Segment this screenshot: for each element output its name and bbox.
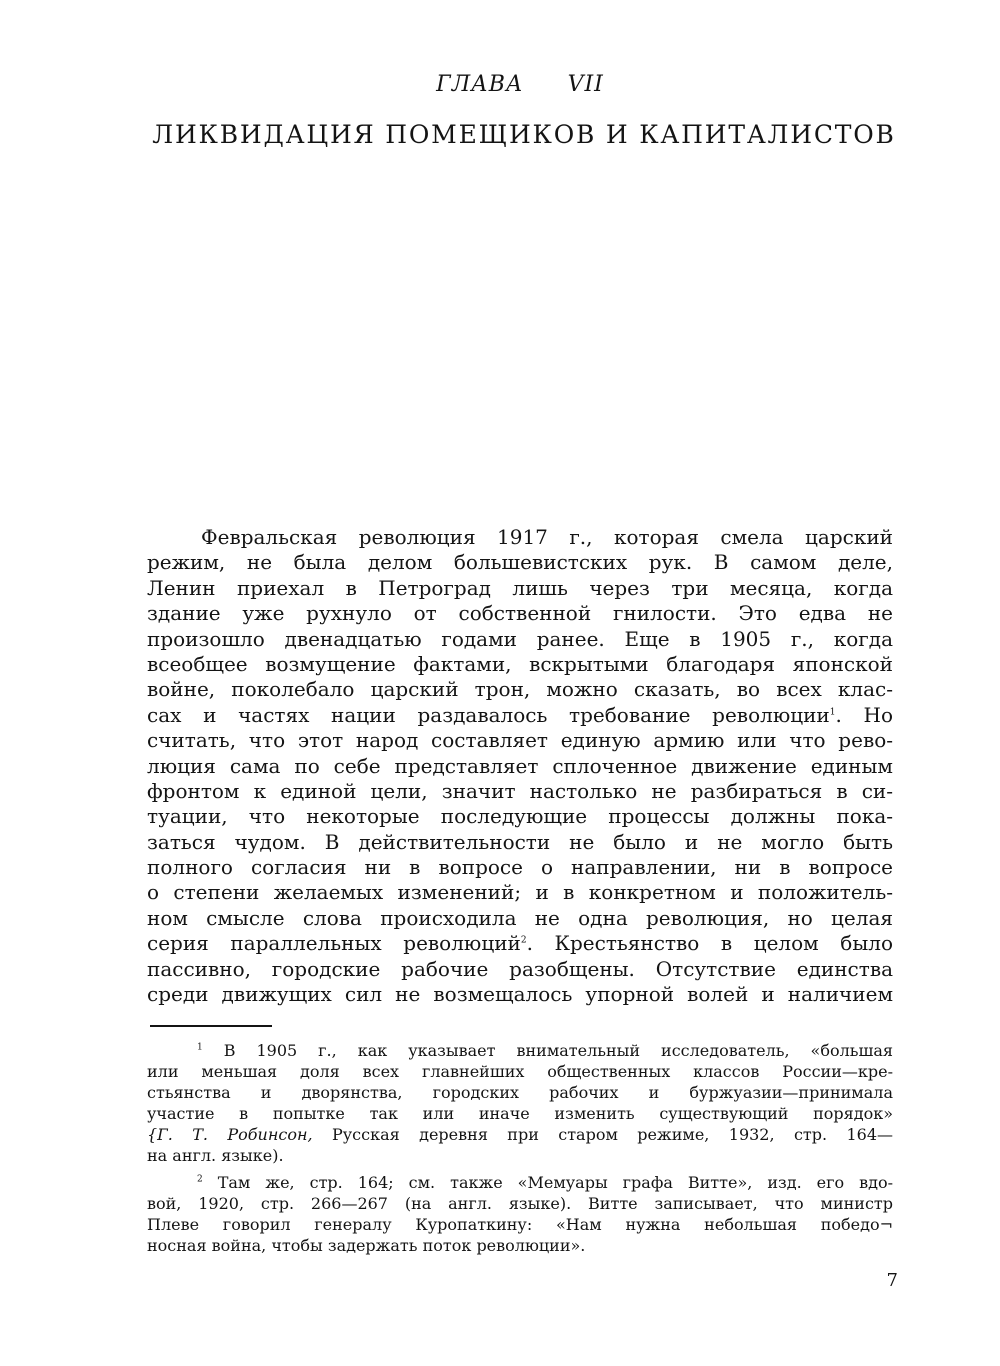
body-line: заться чудом. В действительности не было и не могло быть — [147, 829, 893, 854]
body-line: считать, что этот народ составляет единую армию или что рево- — [147, 728, 893, 753]
footnotes — [147, 1040, 893, 1256]
footnote-1-text: В 1905 г., как указывает внимательный исследователь, «большая — [223, 1041, 893, 1060]
body-text — [147, 525, 893, 1007]
footnote-ref-2: 2 — [520, 935, 527, 946]
body-line-with-footnote-1 — [147, 703, 893, 728]
body-line: здание уже рухнуло от собственной гнилости. Это едва не — [147, 601, 893, 626]
footnote-1-source: Русская деревня при старом режиме, 1932, стр. 164— — [332, 1125, 894, 1144]
footnote-2-line: носная война, чтобы задержать поток революции». — [147, 1236, 586, 1255]
body-line: среди движущих сил не возмещалось упорной волей и наличием — [147, 982, 893, 1007]
body-line: о степени желаемых изменений; и в конкретном и положитель- — [147, 880, 893, 905]
body-line-text: серия параллельных революций — [147, 931, 521, 956]
footnote-1-line: или меньшая доля всех главнейших общественных классов России—кре- — [147, 1062, 893, 1081]
body-line: фронтом к единой цели, значит настолько не разбираться в си- — [147, 778, 893, 803]
body-line: войне, поколебало царский трон, можно сказать, во всех клас- — [147, 677, 893, 702]
footnote-2-marker: 2 — [197, 1174, 203, 1185]
footnote-1-marker: 1 — [197, 1042, 203, 1053]
body-line: Февральская революция 1917 г., которая смела царский — [201, 525, 893, 549]
footnote-2-line — [147, 1172, 893, 1193]
body-line: пассивно, городские рабочие разобщены. Отсутствие единства — [147, 956, 893, 981]
body-line: Ленин приехал в Петроград лишь через три месяца, когда — [147, 575, 893, 600]
footnote-1-line: стьянства и дворянства, городских рабочих и буржуазии—принимала — [147, 1083, 893, 1102]
footnote-1-line: на англ. языке). — [147, 1146, 284, 1165]
footnote-2-line: вой, 1920, стр. 266—267 (на англ. языке). Витте записывает, что министр — [147, 1194, 893, 1213]
body-line: всеобщее возмущение фактами, вскрытыми благодаря японской — [147, 651, 893, 676]
chapter-title: ЛИКВИДАЦИЯ ПОМЕЩИКОВ И КАПИТАЛИСТОВ — [152, 120, 896, 149]
body-line-with-footnote-2 — [147, 931, 893, 956]
footnote-ref-1: 1 — [829, 707, 836, 718]
body-line-tail: . Крестьянство в целом было — [526, 931, 893, 956]
body-line: режим, не была делом большевистских рук. В самом деле, — [147, 550, 893, 575]
footnote-2-text: Там же, стр. 164; см. также «Мемуары графа Витте», изд. его вдо- — [217, 1173, 893, 1192]
footnote-1-line — [147, 1040, 893, 1061]
chapter-label: ГЛАВА VII — [436, 72, 604, 97]
footnote-separator — [150, 1025, 272, 1027]
body-line: полного согласия ни в вопросе о направлении, ни в вопросе — [147, 855, 893, 880]
body-line-text: сах и частях нации раздавалось требование революции — [147, 702, 830, 727]
footnote-2-line: Плеве говорил генералу Куропаткину: «Нам нужна небольшая победо¬ — [147, 1215, 893, 1234]
footnote-1-author: {Г. Т. Робинсон, — [147, 1125, 313, 1144]
page-number: 7 — [886, 1270, 898, 1291]
body-line: туации, что некоторые последующие процессы должны пока- — [147, 804, 893, 829]
body-line-tail: . Но — [835, 702, 893, 727]
body-line: ном смысле слова происходила не одна революция, но целая — [147, 905, 893, 930]
footnote-1-line: участие в попытке так или иначе изменить существующий порядок» — [147, 1104, 893, 1123]
body-line: люция сама по себе представляет сплоченное движение единым — [147, 753, 893, 778]
footnote-1-line — [147, 1124, 893, 1145]
body-line: произошло двенадцатью годами ранее. Еще в 1905 г., когда — [147, 626, 893, 651]
